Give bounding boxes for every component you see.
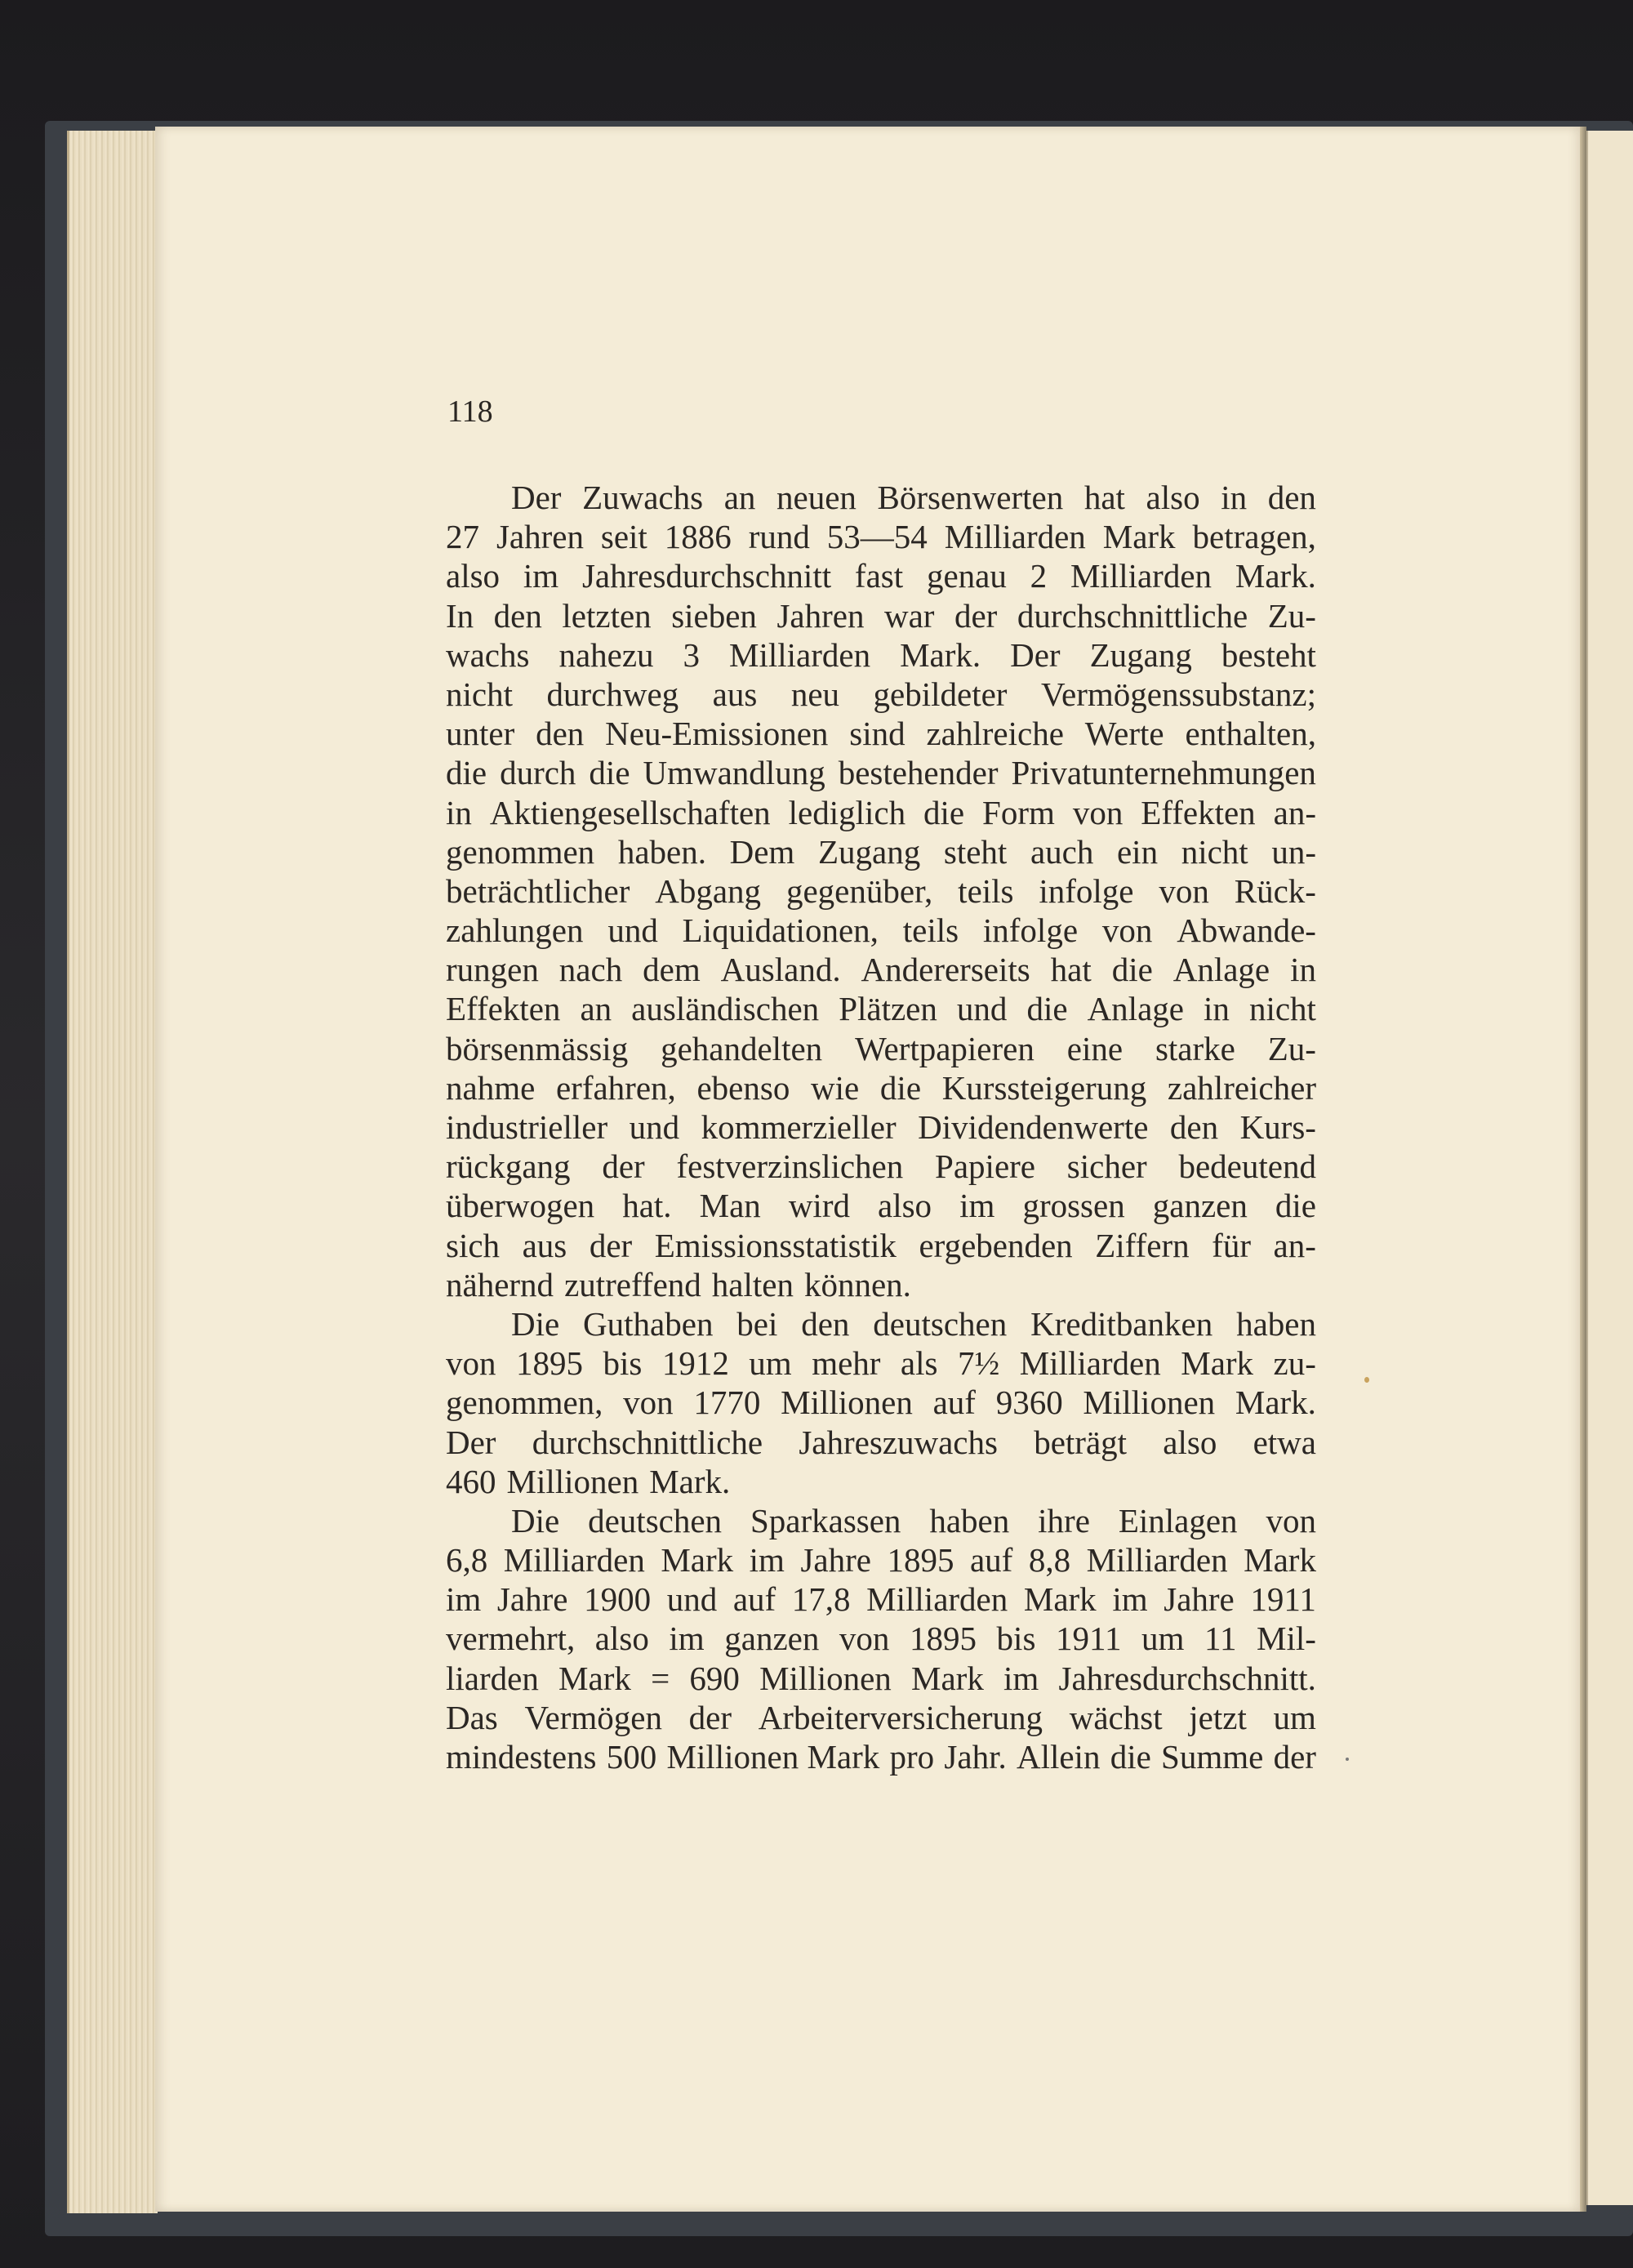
- word: Werte: [1084, 715, 1164, 753]
- word: infolge: [1039, 871, 1134, 910]
- word: Das: [446, 1698, 498, 1736]
- word: den: [493, 596, 542, 635]
- text-line: [446, 1619, 1316, 1658]
- word: in: [446, 793, 472, 831]
- word: Millionen: [781, 1384, 913, 1422]
- word: pro: [889, 1738, 935, 1776]
- text-line: [446, 478, 1316, 517]
- word: Mark: [911, 1659, 984, 1697]
- word: industrieller: [446, 1108, 608, 1146]
- word: Plätzen: [839, 990, 937, 1028]
- word: Mark.: [649, 1462, 731, 1500]
- word: also: [446, 557, 501, 595]
- word: ihre: [1038, 1501, 1090, 1539]
- text-line: [446, 1343, 1316, 1383]
- word: also: [1163, 1423, 1217, 1461]
- text-line: [446, 1383, 1316, 1422]
- text-line: [446, 596, 1316, 635]
- word: dem: [643, 951, 701, 989]
- text-line: [446, 1501, 1316, 1540]
- text-line: [446, 1580, 1316, 1619]
- word: jetzt: [1189, 1698, 1247, 1736]
- word: aus: [712, 675, 758, 713]
- word: um: [1141, 1620, 1185, 1658]
- word: Milliarden: [1086, 1541, 1228, 1580]
- word: mindestens: [446, 1738, 597, 1776]
- word: Guthaben: [583, 1304, 714, 1343]
- word: teils: [902, 911, 959, 950]
- word: Zugang: [817, 832, 921, 871]
- word: von: [1159, 871, 1209, 910]
- word: 27: [446, 518, 479, 556]
- word: im: [959, 1187, 995, 1225]
- word: die: [1111, 951, 1153, 989]
- word: 1911: [1055, 1620, 1122, 1658]
- word: zahlreicher: [1167, 1068, 1316, 1107]
- word: Aktiengesellschaften: [489, 793, 771, 831]
- text-line: [446, 950, 1316, 989]
- word: Jahresdurchschnitt: [581, 557, 832, 595]
- word: vermehrt,: [446, 1620, 576, 1658]
- word: um: [749, 1344, 792, 1383]
- word: grossen: [1022, 1187, 1125, 1225]
- word: die: [446, 754, 487, 792]
- word: Umwandlung: [643, 754, 825, 792]
- word: wachs: [446, 635, 530, 674]
- word: war: [883, 596, 935, 635]
- word: Jahren: [776, 596, 865, 635]
- word: Liquidationen,: [682, 911, 879, 950]
- word: seit: [600, 518, 647, 556]
- word: 690: [689, 1659, 740, 1697]
- word: den: [1169, 1108, 1219, 1146]
- word: betragen,: [1192, 518, 1316, 556]
- word: Mark.: [900, 635, 981, 674]
- word: teils: [958, 871, 1014, 910]
- text-line: [446, 989, 1316, 1028]
- word: haben: [929, 1501, 1010, 1539]
- word: nähernd: [446, 1265, 554, 1303]
- book-gutter: [1580, 127, 1586, 2212]
- word: überwogen: [446, 1187, 595, 1225]
- word: besteht: [1221, 635, 1316, 674]
- word: enthalten,: [1185, 715, 1316, 753]
- word: nicht: [446, 675, 513, 713]
- word: Arbeiterversicherung: [758, 1698, 1043, 1736]
- word: 1895: [515, 1344, 583, 1383]
- word: im: [523, 557, 559, 595]
- word: Mil-: [1257, 1620, 1316, 1658]
- body-text: [446, 478, 1316, 1776]
- word: Summe: [1161, 1738, 1264, 1776]
- word: rückgang: [446, 1147, 571, 1186]
- word: im: [1003, 1659, 1039, 1697]
- word: 6,8: [446, 1541, 488, 1580]
- word: Der: [511, 479, 562, 516]
- word: auf: [932, 1384, 976, 1422]
- word: durchweg: [546, 675, 679, 713]
- word: ein: [1116, 832, 1159, 871]
- word: genau: [926, 557, 1007, 595]
- word: 1895: [887, 1541, 954, 1580]
- word: Einlagen: [1118, 1501, 1238, 1539]
- word: nahezu: [558, 635, 654, 674]
- word: die: [1110, 1738, 1151, 1776]
- word: rungen: [446, 951, 539, 989]
- word: Jahr.: [944, 1738, 1007, 1776]
- word: 1912: [661, 1344, 729, 1383]
- text-line: [446, 1186, 1316, 1225]
- word: hat.: [622, 1187, 672, 1225]
- word: von: [1072, 793, 1124, 831]
- word: Zuwachs: [582, 479, 704, 516]
- word: steht: [943, 832, 1008, 871]
- word: Der: [1010, 635, 1061, 674]
- word: nach: [558, 951, 623, 989]
- word: Form: [982, 793, 1055, 831]
- word: ergebenden: [919, 1226, 1073, 1264]
- text-line: [446, 635, 1316, 675]
- word: ausländischen: [631, 990, 820, 1028]
- word: Die: [511, 1501, 560, 1539]
- word: lediglich: [788, 793, 906, 831]
- text-line: [446, 793, 1316, 832]
- word: erfahren,: [555, 1068, 676, 1107]
- word: für: [1212, 1226, 1251, 1264]
- word: börsenmässig: [446, 1029, 629, 1067]
- word: Vermögen: [524, 1698, 662, 1736]
- word: Kurssteigerung: [941, 1068, 1147, 1107]
- word: Sparkassen: [750, 1501, 901, 1539]
- page-edges: [67, 131, 158, 2213]
- word: infolge: [982, 911, 1079, 950]
- text-line: [446, 911, 1316, 950]
- word: Abwande-: [1177, 911, 1316, 950]
- word: der: [602, 1147, 645, 1186]
- word: Emissionsstatistik: [654, 1226, 897, 1264]
- word: und: [629, 1108, 680, 1146]
- word: 7½: [957, 1344, 1000, 1383]
- word: Mark: [1102, 518, 1176, 556]
- word: Ausland.: [720, 951, 841, 989]
- word: Effekten: [446, 990, 561, 1028]
- word: Andererseits: [861, 951, 1030, 989]
- word: ebenso: [696, 1068, 790, 1107]
- word: im: [749, 1541, 785, 1580]
- word: festverzinslichen: [676, 1147, 904, 1186]
- word: an-: [1273, 1226, 1316, 1264]
- word: 2: [1030, 557, 1048, 595]
- text-line: [446, 1540, 1316, 1580]
- word: Dem: [729, 832, 795, 871]
- word: starke: [1155, 1029, 1235, 1067]
- word: den: [536, 715, 585, 753]
- word: Anlage: [1172, 951, 1270, 989]
- text-line: [446, 675, 1316, 714]
- word: hat: [1050, 951, 1092, 989]
- word: im: [669, 1620, 705, 1658]
- word: Jahre: [800, 1541, 871, 1580]
- word: 3: [683, 635, 701, 674]
- word: von: [446, 1344, 496, 1383]
- word: 9360: [995, 1384, 1063, 1422]
- word: Allein: [1016, 1738, 1101, 1776]
- word: Zu-: [1267, 1029, 1316, 1067]
- word: Jahre: [1164, 1580, 1235, 1619]
- word: wird: [788, 1187, 850, 1225]
- word: Jahresdurchschnitt.: [1058, 1659, 1316, 1697]
- word: letzten: [562, 596, 652, 635]
- word: den: [1267, 479, 1316, 516]
- text-line: [446, 1698, 1316, 1737]
- word: zutreffend: [564, 1265, 701, 1303]
- text-line: [446, 753, 1316, 792]
- word: Mark: [661, 1541, 734, 1580]
- word: nahme: [446, 1068, 536, 1107]
- word: Dividendenwerte: [918, 1108, 1149, 1146]
- word: Milliarden: [729, 635, 871, 674]
- word: Mark.: [1235, 1384, 1316, 1422]
- word: bedeutend: [1178, 1147, 1316, 1186]
- word: neu: [790, 675, 840, 713]
- word: Mark: [1181, 1344, 1254, 1383]
- word: im: [446, 1580, 482, 1619]
- word: der: [688, 1698, 732, 1736]
- page-number: 118: [447, 394, 493, 429]
- word: liarden: [446, 1659, 539, 1697]
- word: hat: [1083, 479, 1125, 516]
- word: Milliarden: [866, 1580, 1008, 1619]
- word: fast: [854, 557, 904, 595]
- word: Börsenwerten: [877, 479, 1064, 516]
- word: Abgang: [655, 871, 762, 910]
- word: Mark: [1244, 1541, 1316, 1580]
- word: als: [900, 1344, 938, 1383]
- word: Die: [511, 1304, 560, 1343]
- word: und: [607, 911, 658, 950]
- word: Millionen: [506, 1462, 639, 1500]
- text-line: [446, 1659, 1316, 1698]
- word: die: [1026, 990, 1068, 1028]
- word: haben: [1236, 1304, 1316, 1343]
- word: die: [879, 1068, 922, 1107]
- word: auf: [732, 1580, 776, 1619]
- word: also: [594, 1620, 649, 1658]
- word: Kreditbanken: [1030, 1304, 1213, 1343]
- word: bis: [996, 1620, 1036, 1658]
- word: 8,8: [1028, 1541, 1071, 1580]
- word: bis: [603, 1344, 643, 1383]
- word: von: [1101, 911, 1153, 950]
- text-line: [446, 1265, 1316, 1304]
- word: 53—54: [826, 518, 928, 556]
- word: im: [1112, 1580, 1148, 1619]
- paper-speck: [1364, 1377, 1369, 1383]
- word: also: [878, 1187, 932, 1225]
- word: kommerzieller: [701, 1108, 897, 1146]
- word: unter: [446, 715, 515, 753]
- word: durchschnittliche: [532, 1423, 763, 1461]
- word: Zugang: [1089, 635, 1192, 674]
- word: den: [801, 1304, 850, 1343]
- word: Anlage: [1087, 990, 1184, 1028]
- word: Zu-: [1267, 596, 1316, 635]
- word: Ziffern: [1095, 1226, 1190, 1264]
- word: 500: [606, 1738, 657, 1776]
- word: gegenüber,: [785, 871, 933, 910]
- word: sind: [849, 715, 905, 753]
- word: Wertpapieren: [855, 1029, 1035, 1067]
- word: genommen: [446, 832, 595, 871]
- word: auch: [1030, 832, 1094, 871]
- word: sich: [446, 1226, 501, 1264]
- word: Milliarden: [944, 518, 1086, 556]
- text-line: [446, 517, 1316, 556]
- word: Mark.: [1235, 557, 1316, 595]
- word: von: [839, 1620, 890, 1658]
- word: bestehender: [838, 754, 999, 792]
- word: gehandelten: [661, 1029, 823, 1067]
- word: und: [956, 990, 1008, 1028]
- word: Milliarden: [503, 1541, 645, 1580]
- word: zahlungen: [446, 911, 584, 950]
- word: Jahreszuwachs: [799, 1423, 998, 1461]
- word: sieben: [671, 596, 757, 635]
- word: haben.: [617, 832, 706, 871]
- word: in: [1221, 479, 1248, 516]
- word: in: [1204, 990, 1230, 1028]
- text-line: [446, 832, 1316, 871]
- text-line: [446, 556, 1316, 595]
- word: Milliarden: [1070, 557, 1213, 595]
- word: Millionen: [1083, 1384, 1216, 1422]
- word: die: [589, 754, 630, 792]
- word: Papiere: [935, 1147, 1035, 1186]
- word: deutschen: [588, 1501, 723, 1539]
- text-line: [446, 1107, 1316, 1147]
- word: der: [589, 1226, 633, 1264]
- word: 11: [1204, 1620, 1237, 1658]
- word: halten: [711, 1265, 794, 1303]
- word: Man: [699, 1187, 761, 1225]
- word: durch: [500, 754, 576, 792]
- word: auf: [969, 1541, 1013, 1580]
- word: und: [666, 1580, 718, 1619]
- text-line: [446, 1147, 1316, 1186]
- word: der: [954, 596, 998, 635]
- word: =: [651, 1659, 670, 1697]
- word: nicht: [1248, 990, 1316, 1028]
- word: gebildeter: [873, 675, 1008, 713]
- word: Vermögenssubstanz;: [1040, 675, 1316, 713]
- word: 1900: [584, 1580, 652, 1619]
- text-line: [446, 1423, 1316, 1462]
- paper-speck: [1346, 1758, 1349, 1761]
- word: an: [723, 479, 756, 516]
- text-line: [446, 714, 1316, 753]
- word: können.: [803, 1265, 911, 1303]
- text-line: [446, 1068, 1316, 1107]
- word: durchschnittliche: [1017, 596, 1248, 635]
- word: an-: [1273, 793, 1316, 831]
- word: Mark: [558, 1659, 631, 1697]
- word: Rück-: [1234, 871, 1316, 910]
- word: also: [1146, 479, 1200, 516]
- text-line: [446, 1226, 1316, 1265]
- word: ganzen: [1152, 1187, 1248, 1225]
- word: Mark: [1023, 1580, 1097, 1619]
- word: Jahren: [496, 518, 584, 556]
- word: von: [1266, 1501, 1316, 1539]
- word: mehr: [812, 1344, 881, 1383]
- word: 460: [446, 1462, 496, 1500]
- word: sicher: [1066, 1147, 1147, 1186]
- word: In: [446, 596, 474, 635]
- word: 17,8: [791, 1580, 851, 1619]
- word: die: [1275, 1187, 1316, 1225]
- word: aus: [522, 1226, 567, 1264]
- word: genommen,: [446, 1384, 603, 1422]
- word: 1886: [664, 518, 732, 556]
- text-line: [446, 1029, 1316, 1068]
- word: wächst: [1069, 1698, 1163, 1736]
- word: Der: [446, 1423, 496, 1461]
- word: an: [580, 990, 612, 1028]
- word: nicht: [1181, 832, 1248, 871]
- word: zu-: [1273, 1344, 1316, 1383]
- word: Effekten: [1141, 793, 1256, 831]
- word: 1911: [1250, 1580, 1316, 1619]
- word: in: [1290, 951, 1316, 989]
- facing-page-edge: [1586, 131, 1633, 2205]
- word: von: [623, 1384, 674, 1422]
- word: um: [1273, 1698, 1316, 1736]
- word: bei: [736, 1304, 778, 1343]
- word: wie: [811, 1068, 860, 1107]
- text-line: [446, 1462, 1316, 1501]
- word: ganzen: [724, 1620, 820, 1658]
- word: die: [923, 793, 965, 831]
- word: Millionen: [759, 1659, 892, 1697]
- word: Neu-Emissionen: [605, 715, 829, 753]
- text-line: [446, 1304, 1316, 1343]
- word: der: [1273, 1738, 1316, 1776]
- word: un-: [1271, 832, 1316, 871]
- word: Millionen Mark: [666, 1738, 880, 1776]
- word: neuen: [776, 479, 857, 516]
- word: zahlreiche: [926, 715, 1064, 753]
- word: 1895: [909, 1620, 977, 1658]
- word: rund: [748, 518, 810, 556]
- word: Privatunternehmungen: [1011, 754, 1316, 792]
- word: eine: [1066, 1029, 1124, 1067]
- word: beträgt: [1034, 1423, 1128, 1461]
- word: Milliarden: [1019, 1344, 1161, 1383]
- text-line: [446, 1737, 1316, 1776]
- word: Kurs-: [1239, 1108, 1316, 1146]
- word: Jahre: [496, 1580, 568, 1619]
- word: beträchtlicher: [446, 871, 630, 910]
- word: 1770: [693, 1384, 761, 1422]
- word: deutschen: [873, 1304, 1008, 1343]
- text-line: [446, 871, 1316, 911]
- word: etwa: [1253, 1423, 1316, 1461]
